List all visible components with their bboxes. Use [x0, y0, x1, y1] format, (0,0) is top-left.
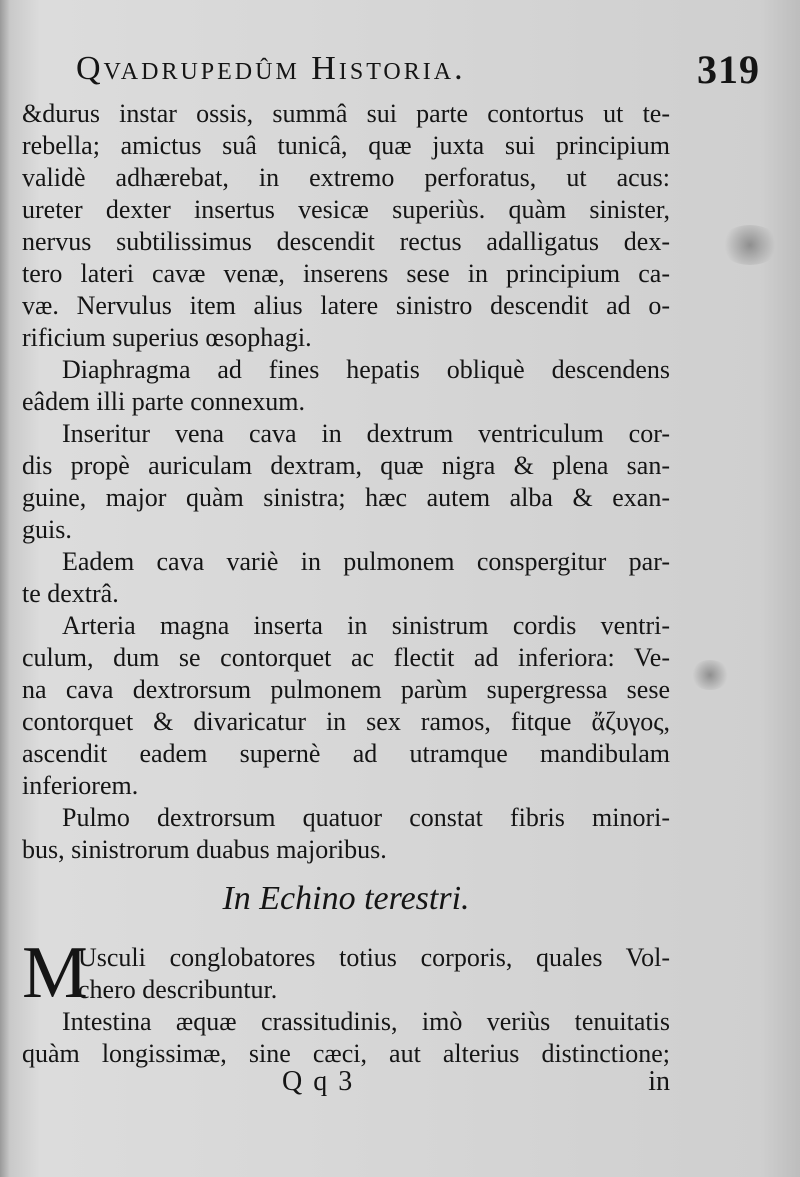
paragraph	[22, 418, 670, 546]
text-line: quàm longissimæ, sine cæci, aut alterius distinctione;	[22, 1039, 670, 1068]
paragraph	[22, 546, 670, 610]
text-line: contorquet & divaricatur in sex ramos, fitque ἄζυγος,	[22, 707, 670, 736]
text-line: Intestina æquæ crassitudinis, imò veriùs tenuitatis	[62, 1007, 670, 1036]
text-line: guis.	[22, 515, 72, 544]
text-line: bus, sinistrorum duabus majoribus.	[22, 835, 387, 864]
text-line: nervus subtilissimus descendit rectus adalligatus dex-	[22, 227, 670, 256]
text-line: guine, major quàm sinistra; hæc autem alba & exan-	[22, 483, 670, 512]
text-line: culum, dum se contorquet ac flectit ad inferiora: Ve-	[22, 643, 670, 672]
text-line: Diaphragma ad fines hepatis obliquè descendens	[62, 355, 670, 384]
text-line: tero lateri cavæ venæ, inserens sese in principium ca-	[22, 259, 670, 288]
signature-mark: Q q 3	[282, 1066, 355, 1097]
text-line: ureter dexter insertus vesicæ superiùs. quàm sinister,	[22, 195, 670, 224]
text-line: eâdem illi parte connexum.	[22, 387, 306, 416]
paragraph	[22, 610, 670, 802]
main-text	[22, 98, 670, 917]
page-number: 319	[697, 47, 760, 92]
text-line: Eadem cava variè in pulmonem conspergitur par-	[62, 547, 670, 576]
drop-cap: M	[22, 932, 88, 1014]
text-line: rificium superius œsophagi.	[22, 323, 312, 352]
text-line: dis propè auriculam dextram, quæ nigra & plena san-	[22, 451, 670, 480]
page-footer	[22, 1062, 670, 1102]
page-header	[22, 46, 760, 96]
text-line: Pulmo dextrorsum quatuor constat fibris minori-	[62, 803, 670, 832]
text-line: te dextrâ.	[22, 579, 119, 608]
ink-smudge	[690, 660, 730, 690]
echino-section	[22, 932, 670, 1070]
text-line: Usculi conglobatores totius corporis, quales Vol-	[78, 943, 670, 972]
ink-smudge	[720, 225, 780, 265]
text-line: Arteria magna inserta in sinistrum cordis ventri-	[62, 611, 670, 640]
text-line: Inseritur vena cava in dextrum ventriculum cor-	[62, 419, 670, 448]
paragraph	[22, 98, 670, 354]
text-line: na cava dextrorsum pulmonem parùm supergressa sese	[22, 675, 670, 704]
text-line: &durus instar ossis, summâ sui parte contortus ut te-	[22, 99, 670, 128]
section-heading: In Echino terestri.	[222, 880, 470, 917]
text-line: rebella; amictus suâ tunicâ, quæ juxta sui principium	[22, 131, 670, 160]
text-line: chero describuntur.	[78, 975, 278, 1004]
text-line: ascendit eadem supernè ad utramque mandibulam	[22, 739, 670, 768]
text-line: inferiorem.	[22, 771, 139, 800]
text-line: validè adhærebat, in extremo perforatus, ut acus:	[22, 163, 670, 192]
paragraph	[22, 354, 670, 418]
text-line: væ. Nervulus item alius latere sinistro descendit ad o-	[22, 291, 670, 320]
catchword: in	[648, 1066, 670, 1097]
paragraph	[22, 802, 670, 866]
running-title: Qvadrupedûm Historia.	[76, 50, 466, 87]
